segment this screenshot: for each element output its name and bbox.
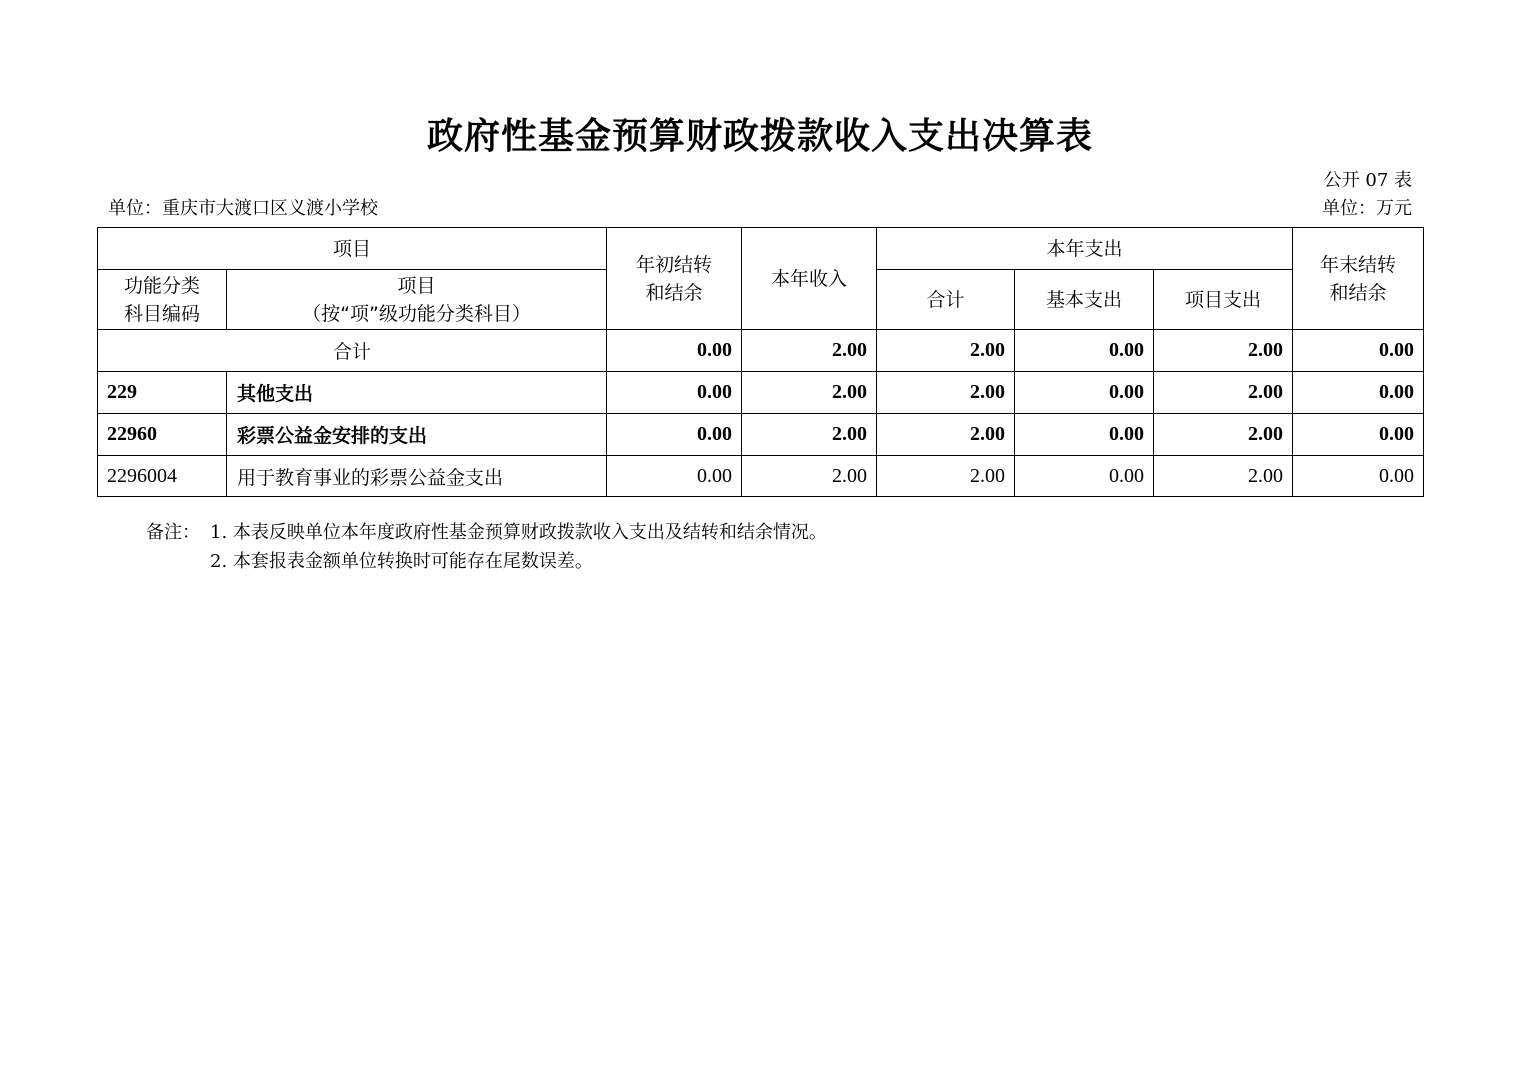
header-expense-project: 项目支出 [1154, 270, 1293, 330]
header-begin-balance-line2: 和结余 [645, 281, 703, 304]
page-title: 政府性基金预算财政拨款收入支出决算表 [426, 116, 1093, 157]
row-expense-basic: 0.00 [1015, 414, 1154, 456]
row-name: 其他支出 [227, 372, 607, 414]
total-end-balance: 0.00 [1293, 330, 1424, 372]
organization-unit: 单位：重庆市大渡口区义渡小学校 [108, 198, 378, 219]
notes-label: 备注： [146, 522, 200, 543]
row-code: 22960 [98, 414, 227, 456]
header-begin-balance [607, 228, 742, 330]
header-func-code [98, 270, 227, 330]
row-code: 229 [98, 372, 227, 414]
header-row-1 [98, 228, 1424, 270]
header-end-balance-line1: 年末结转 [1320, 253, 1397, 276]
note-line [146, 518, 827, 547]
row-income: 2.00 [742, 456, 877, 497]
header-expense-total: 合计 [877, 270, 1015, 330]
header-project-item [227, 270, 607, 330]
total-expense-basic: 0.00 [1015, 330, 1154, 372]
header-func-code-line1: 功能分类 [123, 274, 200, 297]
row-name: 彩票公益金安排的支出 [227, 414, 607, 456]
total-label: 合计 [98, 330, 607, 372]
row-expense-project: 2.00 [1154, 414, 1293, 456]
header-income: 本年收入 [742, 228, 877, 330]
row-expense-project: 2.00 [1154, 456, 1293, 497]
header-expense-basic: 基本支出 [1015, 270, 1154, 330]
row-income: 2.00 [742, 414, 877, 456]
note-line [146, 547, 827, 576]
row-name: 用于教育事业的彩票公益金支出 [227, 456, 607, 497]
row-begin-balance: 0.00 [607, 414, 742, 456]
header-project: 项目 [98, 228, 607, 270]
row-expense-total: 2.00 [877, 414, 1015, 456]
header-func-code-line2: 科目编码 [123, 302, 200, 325]
table-row [98, 456, 1424, 497]
row-expense-project: 2.00 [1154, 372, 1293, 414]
total-begin-balance: 0.00 [607, 330, 742, 372]
total-expense-total: 2.00 [877, 330, 1015, 372]
row-end-balance: 0.00 [1293, 414, 1424, 456]
row-expense-total: 2.00 [877, 372, 1015, 414]
header-expense: 本年支出 [877, 228, 1293, 270]
currency-unit: 单位：万元 [1322, 198, 1412, 219]
row-code: 2296004 [98, 456, 227, 497]
note-indent [146, 547, 210, 576]
row-end-balance: 0.00 [1293, 372, 1424, 414]
total-expense-project: 2.00 [1154, 330, 1293, 372]
row-end-balance: 0.00 [1293, 456, 1424, 497]
header-end-balance-line2: 和结余 [1329, 281, 1387, 304]
row-begin-balance: 0.00 [607, 372, 742, 414]
total-row [98, 330, 1424, 372]
total-income: 2.00 [742, 330, 877, 372]
header-end-balance [1293, 228, 1424, 330]
budget-table [97, 227, 1424, 497]
row-income: 2.00 [742, 372, 877, 414]
form-number: 公开 07 表 [1323, 170, 1412, 191]
row-expense-basic: 0.00 [1015, 456, 1154, 497]
note-item: 2. 本套报表金额单位转换时可能存在尾数误差。 [210, 551, 593, 572]
notes [146, 518, 827, 576]
header-project-item-line2: （按“项”级功能分类科目） [302, 302, 531, 325]
table-row [98, 372, 1424, 414]
row-begin-balance: 0.00 [607, 456, 742, 497]
note-item: 1. 本表反映单位本年度政府性基金预算财政拨款收入支出及结转和结余情况。 [210, 522, 827, 543]
row-expense-total: 2.00 [877, 456, 1015, 497]
row-expense-basic: 0.00 [1015, 372, 1154, 414]
header-begin-balance-line1: 年初结转 [636, 253, 713, 276]
header-project-item-line1: 项目 [397, 274, 436, 297]
table-row [98, 414, 1424, 456]
